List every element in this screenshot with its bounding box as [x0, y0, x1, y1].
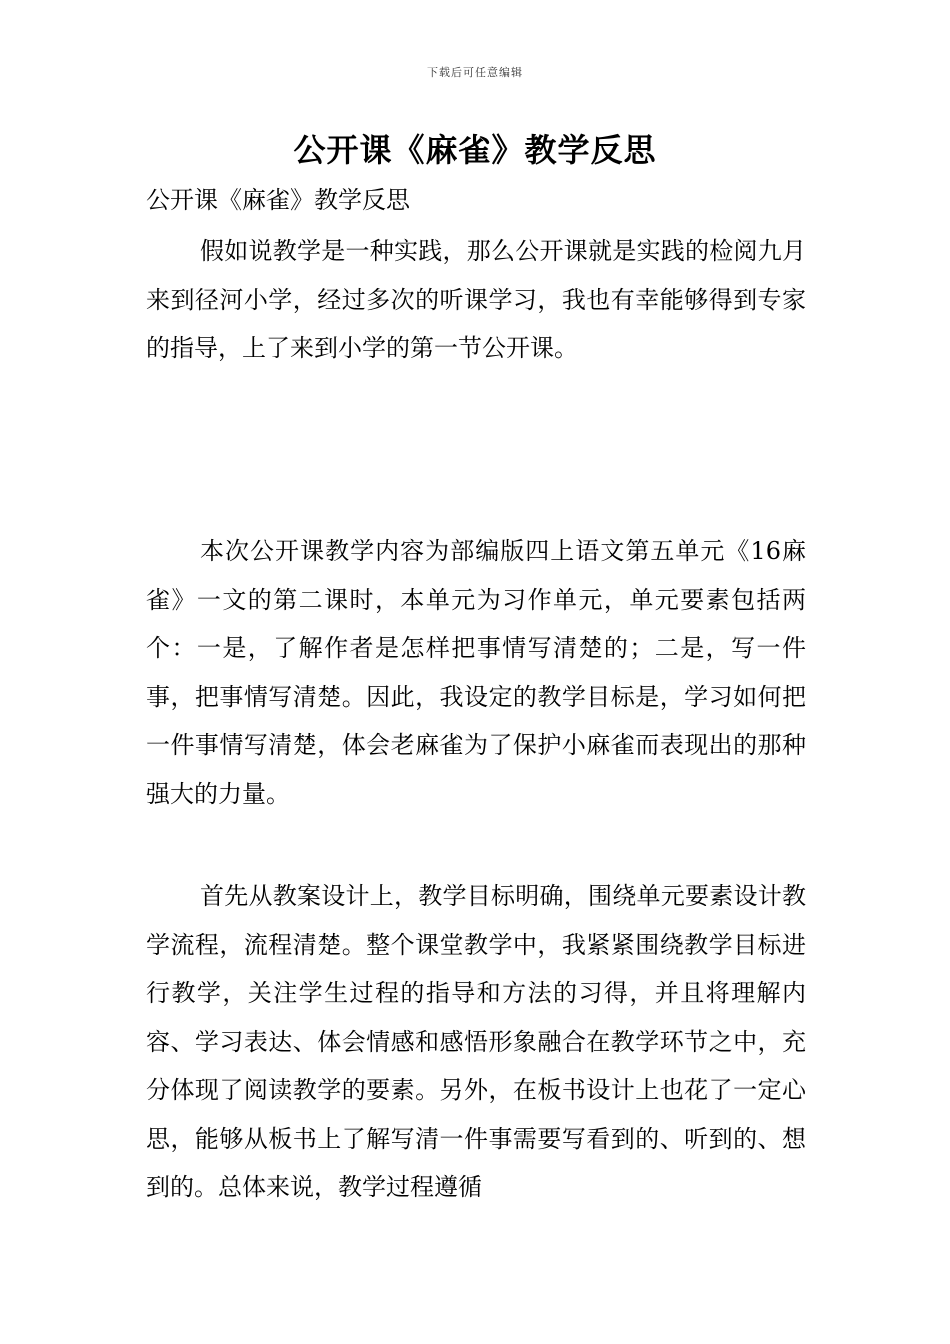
document-subtitle: 公开课《麻雀》教学反思 — [146, 186, 410, 214]
document-title: 公开课《麻雀》教学反思 — [293, 131, 657, 169]
paragraph-lesson-content: 本次公开课教学内容为部编版四上语文第五单元《16麻雀》一文的第二课时，本单元为习作单元，单元要素包括两个：一是，了解作者是怎样把事情写清楚的；二是，写一件事，把事情写清楚。因此，我设定的教学目标是，学习如何把一件事情写清楚，体会老麻雀为了保护小麻雀而表现出的那种强大的力量。 — [146, 537, 806, 808]
paragraph-design-reflection: 首先从教案设计上，教学目标明确，围绕单元要素设计教学流程，流程清楚。整个课堂教学中，我紧紧围绕教学目标进行教学，关注学生过程的指导和方法的习得，并且将理解内容、学习表达、体会情感和感悟形象融合在教学环节之中，充分体现了阅读教学的要素。另外，在板书设计上也花了一定心思，能够从板书上了解写清一件事需要写看到的、听到的、想到的。总体来说，教学过程遵循 — [146, 882, 806, 1201]
paragraph-intro: 假如说教学是一种实践，那么公开课就是实践的检阅九月来到径河小学，经过多次的听课学习，我也有幸能够得到专家的指导，上了来到小学的第一节公开课。 — [146, 237, 806, 362]
header-note: 下载后可任意编辑 — [427, 66, 523, 79]
